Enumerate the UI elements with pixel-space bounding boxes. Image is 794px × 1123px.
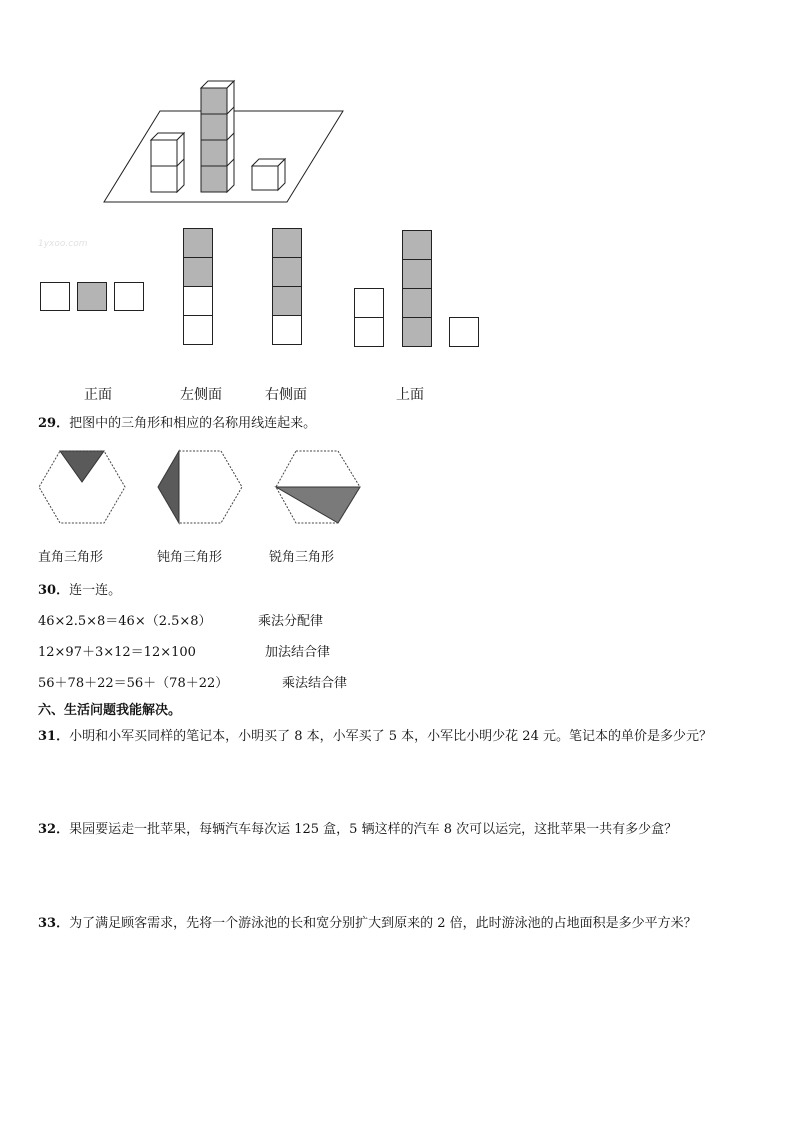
right-view-cell [272,315,302,345]
left-view-cell [183,286,213,316]
q33-question [38,916,697,932]
triangle-name-right: 直角三角形 [38,550,104,565]
section-6-title: 六、生活问题我能解决。 [38,703,182,718]
view-label-left: 左侧面 [180,387,222,403]
front-view-cell [40,282,70,311]
front-view-cell [77,282,107,311]
left-cube-stack [151,133,184,192]
top-view-cell [402,259,432,289]
hexagon-obtuse-triangle [158,451,242,523]
right-single-cube [252,159,285,190]
triangle-name-acute: 锐角三角形 [269,550,335,565]
q33-text: 为了满足顾客需求，先将一个游泳池的长和宽分别扩大到原来的 2 倍，此时游泳池的占地面积是多少平方米？ [69,916,697,931]
right-view-cell [272,286,302,316]
top-view-cell [449,317,479,347]
top-view-cell [354,317,384,347]
shaded-obtuse-triangle [158,451,179,523]
view-label-right: 右侧面 [265,387,307,403]
top-view-cell [354,288,384,318]
q31-text: 小明和小军买同样的笔记本，小明买了 8 本，小军买了 5 本，小军比小明少花 24 元。笔记本的单价是多少元？ [69,729,712,744]
q31-number: 31． [38,729,70,744]
q30-law-1: 乘法分配律 [258,614,324,629]
front-view-cell [114,282,144,311]
q29-text: 把图中的三角形和相应的名称用线连起来。 [69,416,317,431]
shaded-acute-triangle [276,487,360,523]
top-view-cell [402,317,432,347]
q30-law-2: 加法结合律 [265,645,331,660]
left-view-cell [183,315,213,345]
left-view-cell [183,257,213,287]
q32-text: 果园要运走一批苹果，每辆汽车每次运 125 盒，5 辆这样的汽车 8 次可以运完，这批苹果一共有多少盒？ [69,822,678,837]
triangle-name-obtuse: 钝角三角形 [157,550,223,565]
right-view-cell [272,228,302,258]
view-label-front: 正面 [84,387,112,403]
q32-question [38,822,677,838]
hexagon-right-triangle [39,451,125,523]
q33-number: 33． [38,916,70,931]
q30-equation-1: 46×2.5×8＝46×（2.5×8） [38,614,212,629]
top-view-cell [402,288,432,318]
middle-cube-stack [201,81,234,192]
view-label-top: 上面 [396,387,424,403]
q30-equation-2: 12×97＋3×12＝12×100 [38,645,196,660]
right-view-cell [272,257,302,287]
hexagon-acute-triangle [276,451,360,523]
q29-question [38,416,316,432]
q31-question [38,729,712,745]
q30-question [38,583,121,599]
q30-law-3: 乘法结合律 [282,676,348,691]
q29-number: 29． [38,416,70,431]
cube-stack-figure [0,0,794,220]
hexagon-figures [0,445,794,545]
q30-number: 30． [38,583,70,598]
q32-number: 32． [38,822,70,837]
q30-equation-3: 56＋78＋22＝56＋（78＋22） [38,676,229,691]
watermark: 1yxoo.com [38,239,88,249]
shaded-right-triangle [60,451,104,482]
left-view-cell [183,228,213,258]
q30-text: 连一连。 [69,583,122,598]
top-view-cell [402,230,432,260]
